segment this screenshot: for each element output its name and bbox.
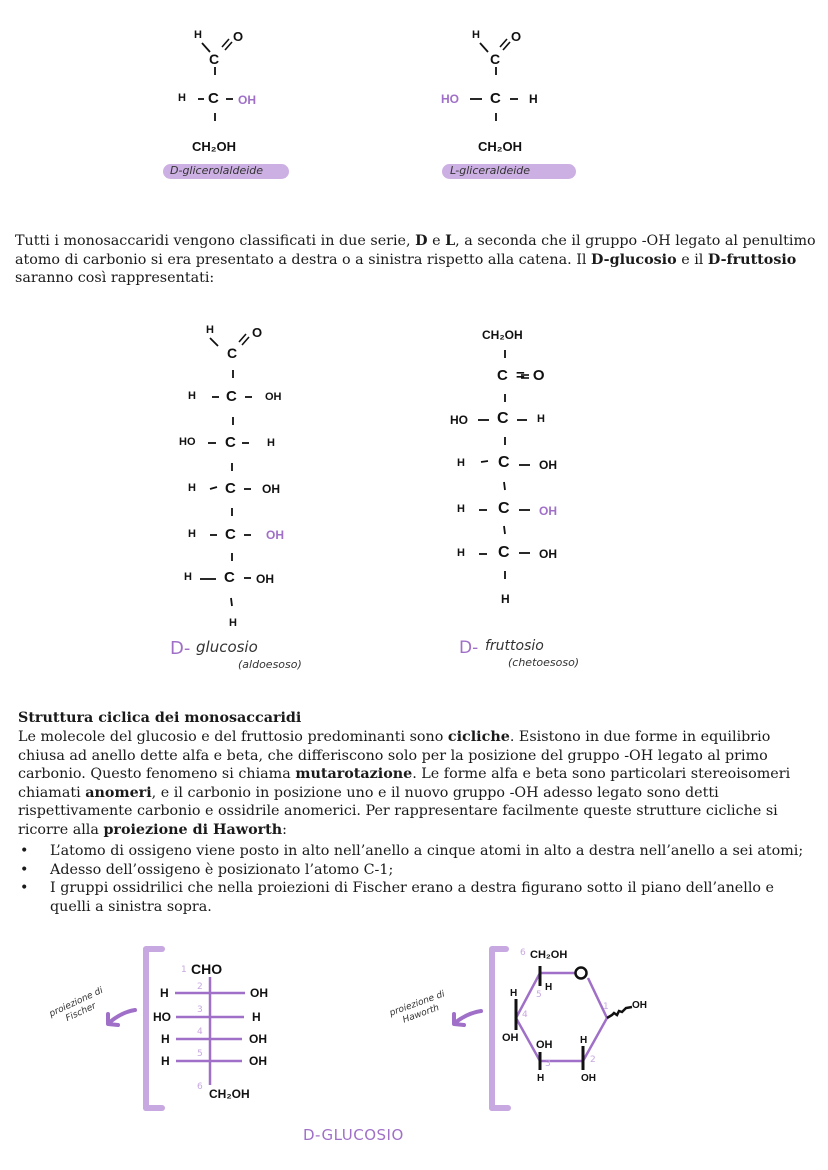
row-right: OH [539,458,557,472]
haworth-rules-list [18,842,808,916]
row-left: H [188,528,196,540]
d-prefix: D- [459,638,479,658]
bold-d-fruttosio: D-fruttosio [707,251,797,268]
h-atom: H [472,29,480,41]
row-right: OH [250,986,268,1000]
row-left: H [188,390,196,402]
o-atom: O [511,29,522,44]
h-atom: H [229,617,237,629]
carbon-number: 6 [197,1082,203,1092]
ch2oh-group: CH₂OH [482,328,523,342]
c-atom: C [208,90,219,107]
bold-proiezione-haworth: proiezione di Haworth [103,821,283,838]
h-atom: H [510,988,518,999]
row-left: H [161,1054,170,1068]
carbon-number: 2 [590,1055,596,1065]
figure-caption-d-glucosio: D-GLUCOSIO [303,1126,404,1144]
c-atom: C [490,90,501,107]
row-right: H [537,413,545,425]
h-atom: H [580,1035,588,1046]
ch2oh-group: CH₂OH [209,1087,250,1101]
h-atom: H [501,592,510,606]
text: saranno così rappresentati: [15,270,215,287]
bullet-icon: • [20,861,29,878]
figure-d-fruttosio: CH₂OH C = O HO C H H C OH H C OH H C OH H D- fruttosio (chetoesoso) [445,320,645,680]
row-left: H [184,571,192,583]
c-atom: C [209,51,220,67]
row-left: H [457,547,465,559]
bullet-icon: • [20,880,29,897]
bullet-icon: • [20,843,29,859]
row-right: OH [249,1054,267,1068]
row-right: OH [262,482,280,496]
row-left: HO [153,1010,171,1024]
o-atom: O [252,325,263,340]
text: Le molecole del glucosio e del fruttosio predominanti sono [18,729,448,745]
row-right: H [267,437,275,449]
row-right: OH [265,391,282,403]
anomeric-oh-group: OH [632,1000,647,1011]
bold-d: D [415,233,428,249]
oh-group: OH [581,1073,596,1084]
row-left: H [457,503,465,515]
chetoesoso-label: (chetoesoso) [508,656,580,669]
ch2oh-group: CH₂OH [530,949,568,961]
row-left: H [160,986,169,1000]
d-prefix: D- [170,638,191,659]
figure-d-glucosio: H O C H C OH HO C H H C OH H C OH H C OH H D- glucosio (aldoesoso) [160,320,360,680]
ch2oh-group: CH₂OH [478,139,523,154]
aldoesoso-label: (aldoesoso) [238,658,302,671]
c-atom: C [490,51,501,67]
row-left: HO [450,413,468,427]
oh-group-highlight: OH [238,93,256,107]
d-gliceraldeide-label: D-glicerolaldeide [170,164,264,177]
carbon-number: 6 [520,948,526,958]
list-item-text: Adesso dell’ossigeno è posizionato l’atomo C-1; [50,861,394,878]
h-atom: H [529,92,538,106]
text: , e il carbonio in posizione uno e il nuovo gruppo -OH adesso legato sono detti rispettivamente carbonio e ossidrile anomerici. Per rappresentare facilmente queste strutture cicliche si ricorre alla [18,784,778,838]
bold-cicliche: cicliche [447,729,510,745]
oh-group: OH [502,1032,519,1044]
row-right: OH [539,547,557,561]
text: . Le forme alfa e beta sono particolari stereoisomeri chiamati [18,766,791,801]
section-heading: Struttura ciclica dei monosaccaridi [18,710,302,726]
h-atom: H [545,982,553,993]
carbon-number: 3 [545,1059,551,1069]
carbon-number: 1 [603,1002,609,1012]
text: Tutti i monosaccaridi vengono classificati in due serie, [15,233,416,249]
ho-group-highlight: HO [441,92,459,106]
row-left: H [188,482,196,494]
row-right: OH [256,572,274,586]
text: . Esistono in due forme in equilibrio chiusa ad anello dette alfa e beta, che differiscono solo per la posizione del gruppo -OH legato al primo carbonio. Questo fenomeno si chiama [18,729,771,783]
carbon-number: 5 [536,990,542,1000]
paragraph-struttura-ciclica [18,728,808,840]
carbon-number: 4 [522,1010,528,1020]
h-atom: H [178,92,186,104]
figure-fischer-projection [20,940,320,1120]
row-right: OH [249,1032,267,1046]
o-atom: O [233,29,244,44]
carbon-number: 5 [197,1049,203,1059]
list-item [18,879,808,916]
figure-d-gliceraldeide [160,25,310,185]
list-item [18,861,808,880]
text: e il [676,251,708,268]
text: : [282,821,287,838]
haworth-structure [370,940,670,1120]
oh-group-highlight: OH [266,528,284,542]
fischer-note: proiezione di Fischer [47,985,105,1024]
oh-group-highlight: OH [539,504,557,518]
h-atom: H [537,1073,545,1084]
carbonyl-group: C = O [497,367,547,384]
haworth-note: proiezione di Haworth [388,989,447,1026]
carbon-number: 3 [197,1005,203,1015]
list-item-text: I gruppi ossidrilici che nella proiezioni di Fischer erano a destra figurano sotto il piano dell’anello e quelli a sinistra sopra. [50,880,775,915]
carbon-number: 2 [197,982,203,992]
d-fruttosio-label: fruttosio [485,638,544,654]
cho-group: CHO [191,961,223,977]
l-gliceraldeide-label: L-gliceraldeide [450,164,531,177]
list-item [18,842,808,861]
carbon-number: 1 [181,965,187,975]
text: e [427,233,446,249]
row-left: H [457,457,465,469]
bold-mutarotazione: mutarotazione [295,766,413,783]
fischer-structure [20,940,320,1120]
bold-l: L [445,233,456,249]
bold-d-glucosio: D-glucosio [590,251,677,268]
paragraph-series-d-l [15,232,820,288]
c-atom: C [227,345,238,361]
row-left: HO [179,436,196,448]
d-glucosio-label: glucosio [196,638,258,656]
ch2oh-group: CH₂OH [192,139,237,154]
text: , a seconda che il gruppo -OH legato al penultimo atomo di carbonio si era presentato a destra o a sinistra rispetto alla catena. Il [15,233,816,268]
bold-anomeri: anomeri [85,784,152,801]
h-atom: H [206,324,214,336]
carbon-number: 4 [197,1027,203,1037]
figure-haworth-projection [370,940,670,1120]
row-left: H [161,1032,170,1046]
h-atom: H [194,29,202,41]
list-item-text: L’atomo di ossigeno viene posto in alto nell’anello a cinque atomi in alto a destra nell’anello a sei atomi; [50,843,804,859]
row-right: H [252,1010,261,1024]
oh-group: OH [536,1039,553,1051]
figure-l-gliceraldeide [438,25,588,185]
